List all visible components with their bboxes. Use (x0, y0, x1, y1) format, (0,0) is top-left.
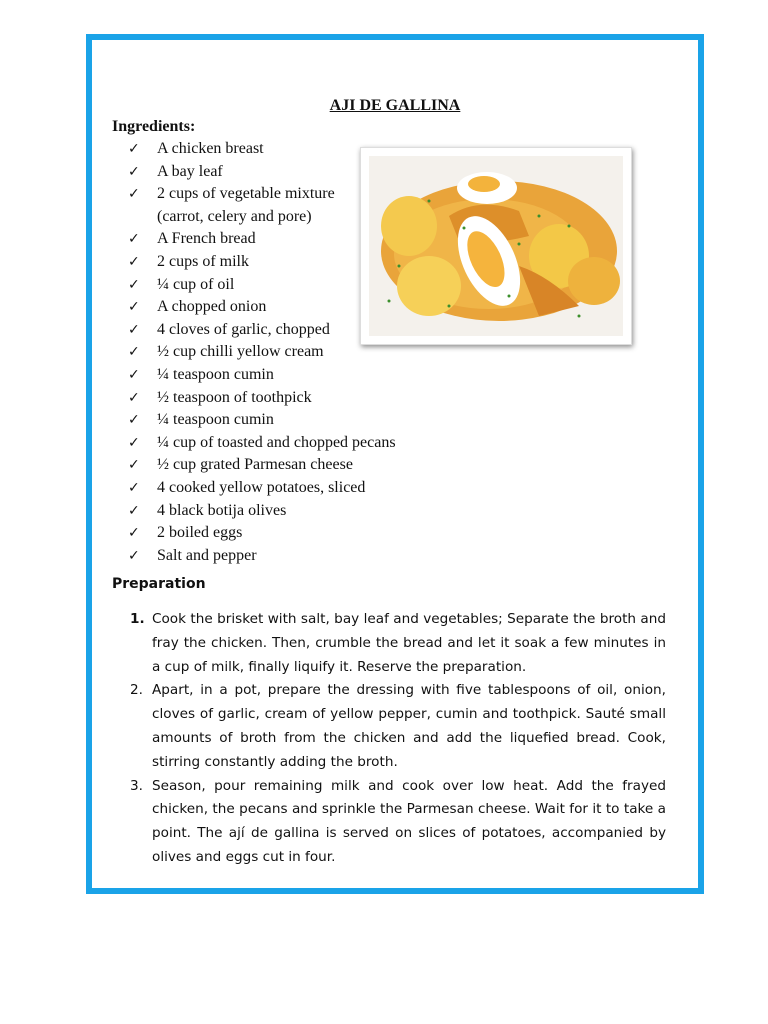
step-text: Cook the brisket with salt, bay leaf and vegetables; Separate the broth and fray the chicken. Then, crumble the bread and let it soak a few minutes in a cup of milk, finally liquify it. Reserve the preparation. (152, 611, 666, 675)
list-item: ✓ ½ cup chilli yellow cream (128, 341, 458, 364)
preparation-heading: Preparation (112, 576, 206, 592)
step-text: Season, pour remaining milk and cook over low heat. Add the frayed chicken, the pecans and sprinkle the Parmesan cheese. Wait for it to take a point. The ají de gallina is served on slices of potatoes, accompanied by olives and eggs cut in four. (152, 777, 666, 865)
list-item: ✓ 2 cups of milk (128, 251, 458, 274)
list-item: ✓ A bay leaf (128, 161, 458, 184)
list-item (130, 775, 666, 870)
check-icon: ✓ (128, 434, 140, 451)
check-icon: ✓ (128, 412, 140, 429)
step-number: 2. (130, 682, 143, 699)
list-item (130, 608, 666, 679)
recipe-title: AJI DE GALLINA (329, 97, 461, 114)
list-item: ✓ 4 black botija olives (128, 500, 458, 523)
check-icon: ✓ (128, 299, 140, 316)
dish-photo-image (369, 156, 623, 336)
check-icon: ✓ (128, 231, 140, 248)
list-item: ✓ ¼ cup of toasted and chopped pecans (128, 432, 458, 455)
list-item: ✓ ¼ teaspoon cumin (128, 409, 458, 432)
list-item: ✓ 4 cooked yellow potatoes, sliced (128, 477, 458, 500)
check-icon: ✓ (128, 344, 140, 361)
step-number: 3. (130, 777, 143, 794)
check-icon: ✓ (128, 457, 140, 474)
check-icon: ✓ (128, 479, 140, 496)
dish-photo (360, 147, 632, 345)
list-item: ✓ ¼ teaspoon cumin (128, 364, 458, 387)
check-icon: ✓ (128, 502, 140, 519)
step-number: 1. (130, 611, 145, 627)
check-icon: ✓ (128, 389, 140, 406)
ingredients-heading: Ingredients: (112, 118, 196, 135)
list-item: ✓ ½ teaspoon of toothpick (128, 387, 458, 410)
list-item: ✓ 2 boiled eggs (128, 522, 458, 545)
list-item: ✓ 4 cloves of garlic, chopped (128, 319, 458, 342)
check-icon: ✓ (128, 547, 140, 564)
recipe-card (86, 34, 704, 894)
list-item: ✓ ½ cup grated Parmesan cheese (128, 454, 458, 477)
check-icon: ✓ (128, 253, 140, 270)
check-icon: ✓ (128, 276, 140, 293)
list-item: ✓ Salt and pepper (128, 545, 458, 568)
check-icon: ✓ (128, 163, 140, 180)
list-item: ✓ A French bread (128, 228, 458, 251)
list-item: ✓ 2 cups of vegetable mixture (carrot, celery and pore) (128, 185, 335, 225)
preparation-steps (130, 608, 666, 870)
check-icon: ✓ (128, 321, 140, 338)
check-icon: ✓ (128, 525, 140, 542)
step-text: Apart, in a pot, prepare the dressing with five tablespoons of oil, onion, cloves of garlic, cream of yellow pepper, cumin and toothpick. Sauté small amounts of broth from the chicken and add the liquefied bread. Cook, stirring constantly adding the broth. (152, 682, 666, 770)
check-icon: ✓ (128, 141, 140, 157)
list-item: ✓ ¼ cup of oil (128, 274, 458, 297)
list-item (130, 679, 666, 774)
check-icon: ✓ (128, 186, 140, 203)
check-icon: ✓ (128, 366, 140, 383)
list-item: ✓ A chicken breast (128, 138, 458, 161)
list-item: ✓ A chopped onion (128, 296, 458, 319)
